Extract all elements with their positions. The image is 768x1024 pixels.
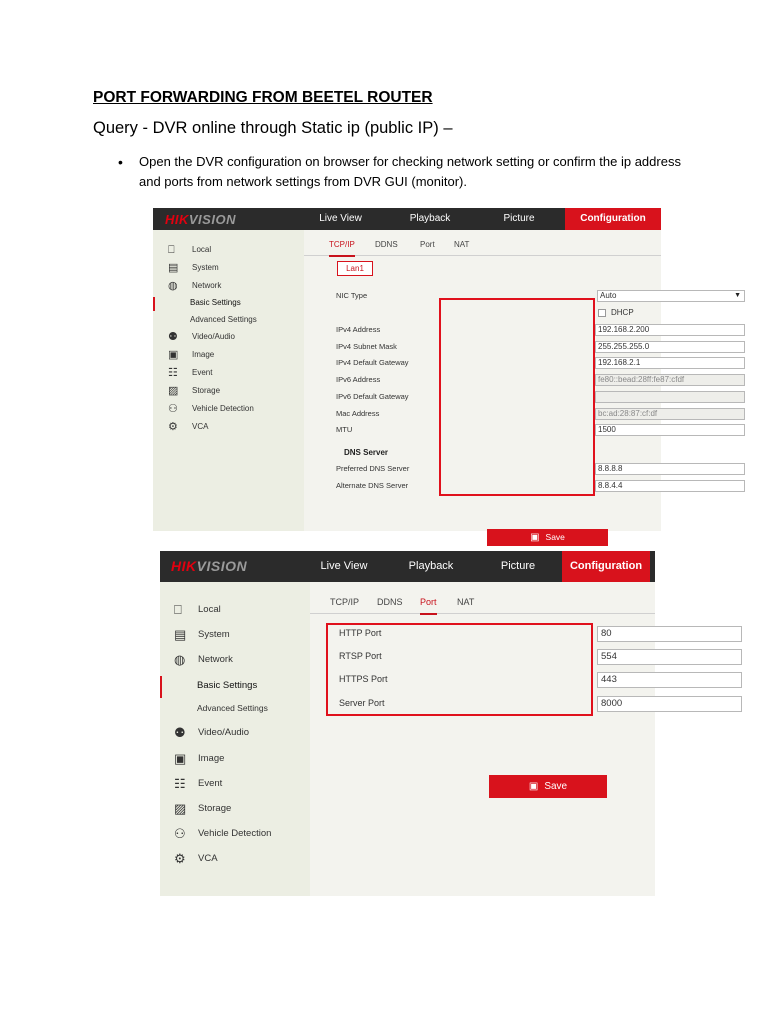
video-audio-icon: ⚉ [174, 725, 186, 740]
subtab-lan1[interactable]: Lan1 [337, 261, 373, 276]
nav-live-view[interactable]: Live View [319, 213, 362, 224]
hikvision-logo: HIKVISION [165, 212, 236, 227]
nic-type-select[interactable]: Auto ▼ [597, 290, 745, 302]
nic-type-label: NIC Type [336, 291, 368, 300]
globe-icon: ◍ [168, 280, 178, 292]
sidebar-item-local[interactable]: ⎕ Local [174, 602, 221, 617]
sidebar-item-vca[interactable]: ⚙ VCA [168, 421, 209, 433]
field-row: Preferred DNS Server 8.8.8.8 [304, 463, 661, 476]
vehicle-detection-icon: ⚇ [168, 403, 178, 415]
dhcp-label: DHCP [611, 308, 634, 317]
save-button[interactable]: ▣ Save [487, 529, 608, 546]
field-row: IPv4 Address 192.168.2.200 [304, 324, 661, 337]
tcpip-settings-panel [304, 230, 741, 543]
nav-live-view[interactable]: Live View [320, 560, 368, 572]
field-row: IPv6 Default Gateway [304, 391, 661, 404]
dhcp-checkbox[interactable] [598, 309, 606, 317]
vca-icon: ⚙ [174, 851, 186, 866]
sidebar-item-advanced-settings[interactable]: Advanced Settings [190, 315, 257, 324]
top-navigation-bar [153, 208, 661, 230]
image-icon: ▣ [174, 751, 187, 766]
tab-port[interactable]: Port [420, 240, 435, 249]
sidebar-item-storage[interactable]: ▨ Storage [174, 801, 232, 816]
ipv6-address-input: fe80::bead:28ff:fe87:cfdf [595, 374, 745, 386]
event-icon: ☷ [168, 367, 178, 379]
image-icon: ▣ [168, 349, 179, 361]
sidebar-item-video-audio[interactable]: ⚉ Video/Audio [174, 725, 250, 740]
storage-icon: ▨ [174, 801, 187, 816]
bullet-marker: • [118, 154, 123, 170]
sidebar-item-image[interactable]: ▣ Image [174, 751, 225, 766]
sidebar-item-local[interactable]: ⎕ Local [168, 244, 212, 256]
tab-nat[interactable]: NAT [454, 240, 470, 249]
document-subtitle: Query - DVR online through Static ip (public IP) – [93, 119, 453, 137]
field-row: HTTP Port 80 [310, 626, 655, 642]
sidebar-item-video-audio[interactable]: ⚉ Video/Audio [168, 331, 235, 343]
sidebar-item-vehicle-detection[interactable]: ⚇ Vehicle Detection [168, 403, 254, 415]
sidebar-item-vehicle-detection[interactable]: ⚇ Vehicle Detection [174, 826, 272, 841]
mtu-input[interactable]: 1500 [595, 424, 745, 436]
nav-configuration[interactable]: Configuration [565, 208, 661, 230]
hikvision-logo: HIKVISION [171, 558, 248, 574]
mac-address-input: bc:ad:28:87:cf:df [595, 408, 745, 420]
sidebar-item-event[interactable]: ☷ Event [168, 367, 213, 379]
floppy-disk-icon: ▣ [530, 532, 540, 543]
nav-configuration[interactable]: Configuration [562, 551, 650, 582]
globe-icon: ◍ [174, 652, 186, 667]
top-navigation-bar [160, 551, 655, 582]
settings-tabs [304, 238, 661, 256]
field-row: IPv6 Address fe80::bead:28ff:fe87:cfdf [304, 374, 661, 387]
floppy-disk-icon: ▣ [528, 781, 539, 792]
ipv4-address-input[interactable]: 192.168.2.200 [595, 324, 745, 336]
sidebar-item-advanced-settings[interactable]: Advanced Settings [197, 703, 268, 713]
video-audio-icon: ⚉ [168, 331, 178, 343]
alternate-dns-input[interactable]: 8.8.4.4 [595, 480, 745, 492]
nav-picture[interactable]: Picture [503, 213, 535, 224]
tab-port[interactable]: Port [420, 597, 437, 615]
vehicle-detection-icon: ⚇ [174, 826, 186, 841]
system-icon: ▤ [168, 262, 179, 274]
rtsp-port-input[interactable]: 554 [597, 649, 742, 665]
tab-tcpip[interactable]: TCP/IP [329, 240, 355, 257]
nic-type-row [304, 290, 741, 303]
dns-server-heading: DNS Server [344, 448, 389, 457]
server-port-input[interactable]: 8000 [597, 696, 742, 712]
hikvision-port-screenshot [160, 551, 655, 896]
settings-tabs [310, 594, 655, 614]
monitor-icon: ⎕ [168, 244, 175, 256]
save-button[interactable]: ▣ Save [489, 775, 607, 798]
nav-picture[interactable]: Picture [500, 560, 536, 572]
tab-ddns[interactable]: DDNS [375, 240, 398, 249]
sidebar-item-system[interactable]: ▤ System [168, 262, 219, 274]
ipv6-gateway-input [595, 391, 745, 403]
chevron-down-icon: ▼ [734, 292, 741, 299]
preferred-dns-input[interactable]: 8.8.8.8 [595, 463, 745, 475]
sidebar-item-network[interactable]: ◍ Network [174, 652, 233, 667]
sidebar-item-network[interactable]: ◍ Network [168, 280, 222, 292]
tab-ddns[interactable]: DDNS [377, 597, 403, 607]
http-port-input[interactable]: 80 [597, 626, 742, 642]
bullet-text: Open the DVR configuration on browser for checking network setting or confirm the ip address and ports from network settings from DVR GUI (monitor). [139, 154, 681, 189]
nav-playback[interactable]: Playback [409, 213, 451, 224]
field-row: Mac Address bc:ad:28:87:cf:df [304, 408, 661, 421]
vca-icon: ⚙ [168, 421, 178, 433]
storage-icon: ▨ [168, 385, 179, 397]
sidebar-item-basic-settings[interactable]: Basic Settings [153, 297, 304, 311]
sidebar-item-event[interactable]: ☷ Event [174, 776, 223, 791]
https-port-input[interactable]: 443 [597, 672, 742, 688]
sidebar-item-basic-settings[interactable]: Basic Settings [160, 676, 310, 698]
config-sidebar [153, 230, 304, 531]
ipv4-gateway-input[interactable]: 192.168.2.1 [595, 357, 745, 369]
field-row: IPv4 Default Gateway 192.168.2.1 [304, 357, 661, 370]
ipv4-subnet-mask-input[interactable]: 255.255.255.0 [595, 341, 745, 353]
sidebar-item-system[interactable]: ▤ System [174, 627, 230, 642]
field-row: RTSP Port 554 [310, 649, 655, 665]
document-title: PORT FORWARDING FROM BEETEL ROUTER [93, 89, 433, 106]
event-icon: ☷ [174, 776, 186, 791]
field-row: IPv4 Subnet Mask 255.255.255.0 [304, 341, 661, 354]
hikvision-tcpip-screenshot [153, 208, 741, 543]
config-sidebar [160, 582, 310, 896]
field-row: MTU 1500 [304, 424, 661, 437]
field-row: HTTPS Port 443 [310, 672, 655, 688]
port-settings-panel [310, 582, 655, 896]
tab-nat[interactable]: NAT [457, 597, 475, 607]
monitor-icon: ⎕ [174, 602, 182, 617]
sidebar-item-storage[interactable]: ▨ Storage [168, 385, 221, 397]
sidebar-item-vca[interactable]: ⚙ VCA [174, 851, 218, 866]
field-row: Server Port 8000 [310, 696, 655, 712]
nav-playback[interactable]: Playback [408, 560, 454, 572]
field-row: Alternate DNS Server 8.8.4.4 [304, 480, 661, 493]
system-icon: ▤ [174, 627, 187, 642]
tab-tcpip[interactable]: TCP/IP [330, 597, 360, 607]
sidebar-item-image[interactable]: ▣ Image [168, 349, 215, 361]
